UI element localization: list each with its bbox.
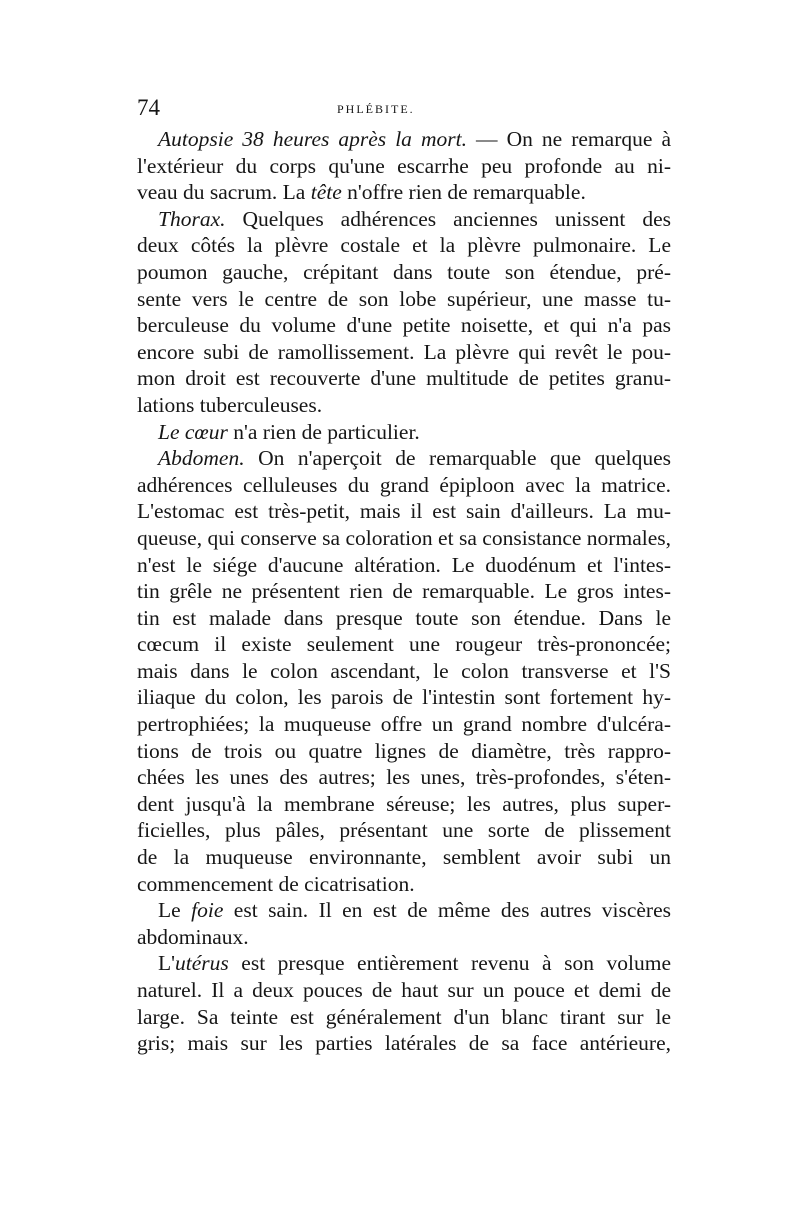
body-text [137,126,671,1057]
paragraph-foie [137,897,671,950]
text-line: veau du sacrum. La tête n'offre rien de remarquable. [137,180,586,205]
paragraph-lead: Thorax. [158,206,226,231]
page-header [137,95,672,125]
emphasis: tête [310,180,342,205]
text-line: lations tuberculeuses. [137,392,323,417]
text-line: tions de trois ou quatre lignes de diamètre, très rappro- [137,738,671,763]
text-line: mon droit est recouverte d'une multitude de petites granu- [137,366,671,391]
text-line: adhérences celluleuses du grand épiploon avec la matrice. [137,472,671,497]
paragraph-lead: Autopsie 38 heures après la mort. [158,127,467,151]
text-line: chées les unes des autres; les unes, très-profondes, s'éten- [137,765,671,790]
text-line: pertrophiées; la muqueuse offre un grand nombre d'ulcéra- [137,712,671,737]
emphasis: foie [191,898,224,923]
text-line: poumon gauche, crépitant dans toute son étendue, pré- [137,259,671,284]
text-line: commencement de cicatrisation. [137,871,415,896]
text-line: tin grêle ne présentent rien de remarquable. Le gros intes- [137,579,671,604]
text-line: gris; mais sur les parties latérales de sa face antérieure, [137,1031,671,1056]
text-line: deux côtés la plèvre costale et la plèvre pulmonaire. Le [137,233,671,258]
paragraph-abdomen [137,445,671,897]
text-line: large. Sa teinte est généralement d'un blanc tirant sur le [137,1004,671,1029]
text-line: queuse, qui conserve sa coloration et sa consistance normales, [137,525,671,550]
paragraph-thorax [137,206,671,419]
text-line: berculeuse du volume d'une petite noisette, et qui n'a pas [137,313,671,338]
text-line: de la muqueuse environnante, semblent avoir subi un [137,845,671,870]
text-line: Autopsie 38 heures après la mort. — On ne remarque à [158,127,671,151]
text-line: Thorax. Quelques adhérences anciennes unissent des [158,206,671,231]
paragraph-autopsie [137,126,671,206]
text-line: n'est le siége d'aucune altération. Le duodénum et l'intes- [137,552,671,577]
running-head: PHLÉBITE. [337,102,415,116]
text-line: iliaque du colon, les parois de l'intestin sont fortement hy- [137,685,671,710]
paragraph-uterus [137,950,671,1056]
text-line: abdominaux. [137,924,249,949]
page-number: 74 [137,95,160,120]
paragraph-lead: Le cœur [158,419,228,444]
text-line: mais dans le colon ascendant, le colon transverse et l'S [137,658,671,683]
paragraph-coeur [137,419,671,446]
text-line: l'extérieur du corps qu'une escarrhe peu profonde au ni- [137,153,671,178]
text-line: dent jusqu'à la membrane séreuse; les autres, plus super- [137,791,671,816]
text-line: sente vers le centre de son lobe supérieur, une masse tu- [137,286,671,311]
text-line: L'utérus est presque entièrement revenu à son volume [158,951,671,976]
text-line: Le cœur n'a rien de particulier. [158,419,420,444]
text-line: Abdomen. On n'aperçoit de remarquable que quelques [158,446,671,471]
text-line: ficielles, plus pâles, présentant une sorte de plissement [137,818,671,843]
text-line: encore subi de ramollissement. La plèvre qui revêt le pou- [137,339,671,364]
text-line: Le foie est sain. Il en est de même des autres viscères [158,898,672,923]
paragraph-lead: Abdomen. [158,446,245,471]
emphasis: utérus [175,951,229,976]
text-line: tin est malade dans presque toute son étendue. Dans le [137,605,671,630]
text-line: cœcum il existe seulement une rougeur très-prononcée; [137,632,671,657]
text-line: L'estomac est très-petit, mais il est sain d'ailleurs. La mu- [137,499,671,524]
text-line: naturel. Il a deux pouces de haut sur un pouce et demi de [137,978,671,1002]
